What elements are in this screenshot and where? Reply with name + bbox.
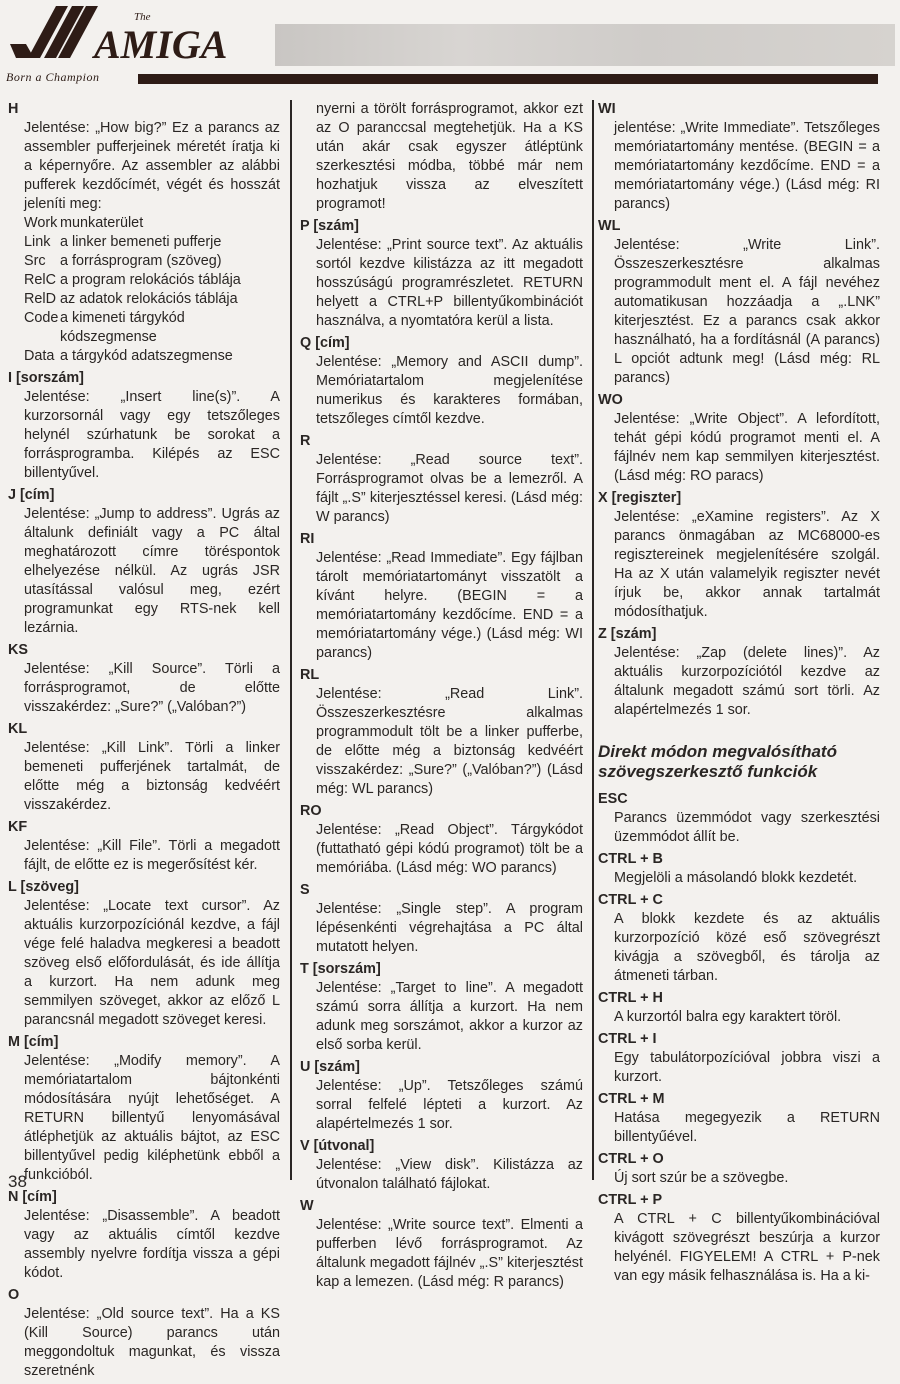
continuation-text bbox=[300, 100, 583, 214]
buffer-key: Link bbox=[24, 234, 51, 250]
command-entry bbox=[300, 1137, 583, 1194]
command-name: X [regiszter] bbox=[598, 490, 682, 506]
command-description: Jelentése: „Modify memory”. A memóriatartalom bájtonkénti módosítására nyújt lehetőséget. A RETURN billentyű lenyomásával átléphetjük az aktuális bájtot, az ESC billentyűvel pedig kiléphetünk ebből a funkcióból. bbox=[24, 1053, 280, 1183]
command-description: Jelentése: „Write Object”. A lefordított, tehát gépi kódú programot menti el. A fájlnév nem kap semmilyen kiterjesztést. (Lásd még: RO paracs) bbox=[614, 411, 880, 484]
tagline: Born a Champion bbox=[6, 70, 100, 84]
command-name: P [szám] bbox=[300, 218, 359, 234]
command-entry bbox=[300, 1197, 583, 1292]
command-name: Z [szám] bbox=[598, 626, 657, 642]
buffer-key: Data bbox=[24, 348, 55, 364]
header-banner bbox=[275, 24, 895, 66]
buffer-row bbox=[8, 214, 280, 233]
command-name: WL bbox=[598, 218, 621, 234]
command-entry bbox=[300, 530, 583, 663]
command-description: nyerni a törölt forrásprogramot, akkor ezt az O paranccsal megtehetjük. Ha a KS után akár csak egyszer átléptünk szerkesztési módba, többé már nem hozhatjuk vissza az elveszített programot! bbox=[316, 101, 583, 212]
command-name: WO bbox=[598, 392, 623, 408]
shortcut-entry bbox=[598, 1191, 880, 1286]
command-name: U [szám] bbox=[300, 1059, 360, 1075]
command-entry bbox=[8, 818, 280, 875]
command-name: R bbox=[300, 433, 311, 449]
shortcut-description: Egy tabulátorpozícióval jobbra viszi a kurzort. bbox=[614, 1050, 880, 1085]
buffer-value: a linker bemeneti pufferje bbox=[60, 234, 222, 250]
command-name: WI bbox=[598, 101, 616, 117]
command-description: Jelentése: „Kill File”. Törli a megadott fájlt, de előtte ez is megerősítést kér. bbox=[24, 838, 280, 873]
command-entry bbox=[8, 878, 280, 1030]
command-description: Jelentése: „Memory and ASCII dump”. Memóriatartalom megjelenítése numerikus és karakteres formában, tetszőleges címtől kezdve. bbox=[316, 354, 583, 427]
command-entry bbox=[8, 720, 280, 815]
column-divider bbox=[592, 100, 594, 1180]
buffer-row bbox=[8, 271, 280, 290]
command-description: Jelentése: „Disassemble”. A beadott vagy az aktuális címtől kezdve assembly nyelvre fordítja vissza a gépi kódot. bbox=[24, 1208, 280, 1281]
buffer-key: Code bbox=[24, 310, 59, 326]
shortcut-description: Hatása megegyezik a RETURN billentyűével. bbox=[614, 1110, 880, 1145]
column-1 bbox=[8, 100, 280, 1384]
svg-text:AMIGA: AMIGA bbox=[94, 22, 228, 66]
command-entry bbox=[598, 217, 880, 388]
command-name: V [útvonal] bbox=[300, 1138, 375, 1154]
command-name: I [sorszám] bbox=[8, 370, 84, 386]
header-rule bbox=[138, 74, 878, 84]
command-name: S bbox=[300, 882, 310, 898]
shortcut-description: Megjelöli a másolandó blokk kezdetét. bbox=[614, 870, 858, 886]
section-heading: Direkt módon megvalósítható szövegszerkesztő funkciók bbox=[598, 742, 837, 781]
buffer-list bbox=[8, 214, 280, 366]
masthead bbox=[0, 0, 900, 92]
command-description: Jelentése: „Target to line”. A megadott számú sorra állítja a kurzort. Ha nem adunk meg sorszámot, akkor a kurzor az első sorba kerül. bbox=[316, 980, 583, 1053]
command-entry bbox=[300, 432, 583, 527]
command-description: Jelentése: „Read Link”. Összeszerkesztésre alkalmas programmodult tölt be a linker pufferbe, de előtte még a biztonság kedvéért visszakérdez: „Sure?” („Valóban?”) (Lásd még: WL parancs) bbox=[316, 686, 583, 797]
command-entry bbox=[8, 1286, 280, 1381]
command-name: L [szöveg] bbox=[8, 879, 79, 895]
command-description: Jelentése: „Read Object”. Tárgykódot (futtatható gépi kódú programot) tölt be a memóriába. (Lásd még: WO parancs) bbox=[316, 822, 583, 876]
command-name: KL bbox=[8, 721, 28, 737]
buffer-value: a kimeneti tárgykód kódszegmense bbox=[60, 310, 185, 345]
buffer-value: a tárgykód adatszegmense bbox=[60, 348, 233, 364]
command-entry bbox=[300, 334, 583, 429]
shortcut-key: CTRL + I bbox=[598, 1031, 657, 1047]
command-description: Jelentése: „Insert line(s)”. A kurzorsornál vagy egy tetszőleges helynél szúrhatunk be sorokat a forrásprogramba. Kilépés az ESC billentyűvel. bbox=[24, 389, 280, 481]
column-3 bbox=[598, 100, 880, 1289]
command-description: Jelentése: „Read Immediate”. Egy fájlban tárolt memóriatartományt visszatölt a kívánt helyre. (BEGIN = a memóriatartomány kezdőcíme. END = a memóriatartomány vége.) (Lásd még: WI parancs) bbox=[316, 550, 583, 661]
command-entry bbox=[8, 486, 280, 638]
buffer-row bbox=[8, 252, 280, 271]
command-description: Jelentése: „How big?” Ez a parancs az assembler pufferjeinek méretét íratja ki a képernyőre. Az assembler az alábbi pufferek kezdőcímét, végét és hosszát jeleníti meg: bbox=[24, 120, 280, 212]
command-name: N [cím] bbox=[8, 1189, 57, 1205]
shortcut-key: CTRL + B bbox=[598, 851, 663, 867]
shortcut-entry bbox=[598, 1030, 880, 1087]
command-description: Jelentése: „Up”. Tetszőleges számú sorral felfelé lépteti a kurzort. Az alapértelmezés 1 sor. bbox=[316, 1078, 583, 1132]
command-name: W bbox=[300, 1198, 314, 1214]
column-2 bbox=[300, 100, 583, 1295]
command-name: T [sorszám] bbox=[300, 961, 381, 977]
shortcut-description: A CTRL + C billentyűkombinációval kivágott szövegrészt beszúrja a kurzor helyénél. FIGYELEM! A CTRL + P-nek van egy másik felhasználása is. Ha a ki- bbox=[614, 1211, 880, 1284]
command-entry bbox=[598, 391, 880, 486]
command-description: Jelentése: „eXamine registers”. Az X parancs önmagában az MC68000-es regisztereinek megjelenítésére szolgál. Ha az X után valamelyik regiszter nevét írjuk be, akkor annak tartalmát módosíthatjuk. bbox=[614, 509, 880, 620]
command-name: RO bbox=[300, 803, 322, 819]
buffer-key: Work bbox=[24, 215, 58, 231]
buffer-value: a program relokációs táblája bbox=[60, 272, 241, 288]
page-number: 38 bbox=[8, 1172, 27, 1191]
command-description: Jelentése: „Read source text”. Forrásprogramot olvas be a lemezről. A fájlt „.S” kiterjesztéssel keresi. (Lásd még: W parancs) bbox=[316, 452, 583, 525]
amiga-logo bbox=[6, 4, 276, 66]
command-entry bbox=[300, 802, 583, 878]
command-entry bbox=[598, 100, 880, 214]
command-description: Jelentése: „View disk”. Kilistázza az útvonalon található fájlokat. bbox=[316, 1157, 583, 1192]
command-entry bbox=[300, 881, 583, 957]
command-entry bbox=[300, 217, 583, 331]
command-description: Jelentése: „Write Link”. Összeszerkesztésre alkalmas programmodult ment el. A fájl nevéhez automatikusan hozzáadja a „.LNK” kiterjesztést. Ez a parancs csak akkor használható, ha a fordításnál (A parancs) L opciót adtunk meg! (Lásd még: RL parancs) bbox=[614, 237, 880, 386]
command-description: Jelentése: „Single step”. A program lépésenkénti végrehajtása a PC által mutatott helyen. bbox=[316, 901, 583, 955]
command-description: jelentése: „Write Immediate”. Tetszőleges memóriatartomány mentése. (BEGIN = a memóriatartomány kezdőcíme. END = a memóriatartomány vége.) (Lásd még: RI parancs) bbox=[614, 120, 880, 212]
command-description: Jelentése: „Print source text”. Az aktuális sortól kezdve kilistázza az itt megadott hosszúságú programrészletet. RETURN helyett a CTRL+P billentyűkombinációt használva, a nyomtatóra kerül a lista. bbox=[316, 237, 583, 329]
shortcut-description: Parancs üzemmódot vagy szerkesztési üzemmódot állít be. bbox=[614, 810, 880, 845]
buffer-value: az adatok relokációs táblája bbox=[60, 291, 238, 307]
buffer-row bbox=[8, 347, 280, 366]
command-entry bbox=[300, 960, 583, 1055]
buffer-key: RelD bbox=[24, 291, 56, 307]
command-entry bbox=[8, 1188, 280, 1283]
shortcut-key: CTRL + O bbox=[598, 1151, 664, 1167]
shortcut-key: CTRL + M bbox=[598, 1091, 665, 1107]
command-description: Jelentése: „Locate text cursor”. Az aktuális kurzorpozíciónál kezdve, a fájl vége felé haladva megkeresi a beadott szöveg első előfordulását, és ide állítja a kurzort. Ha nem adunk meg semmilyen szöveget, akkor az előző L parancsnál megadott szöveget keresi. bbox=[24, 898, 280, 1028]
amiga-logo-graphic bbox=[6, 4, 276, 66]
buffer-row bbox=[8, 309, 280, 347]
buffer-row bbox=[8, 290, 280, 309]
command-name: RL bbox=[300, 667, 320, 683]
buffer-value: a forrásprogram (szöveg) bbox=[60, 253, 222, 269]
shortcut-key: ESC bbox=[598, 791, 628, 807]
command-entry bbox=[300, 1058, 583, 1134]
command-description: Jelentése: „Kill Source”. Törli a forrásprogramot, de előtte visszakérdez: „Sure?” („Valóban?”) bbox=[24, 661, 280, 715]
command-description: Jelentése: „Zap (delete lines)”. Az aktuális kurzorpozíciótól kezdve az általunk megadott számú sort törli. Az alapértelmezés 1 sor. bbox=[614, 645, 880, 718]
column-divider bbox=[290, 100, 292, 1180]
command-description: Jelentése: „Kill Link”. Törli a linker bemeneti pufferjének tartalmát, de előtte még a biztonság kedvéért visszakérdez. bbox=[24, 740, 280, 813]
command-description: Jelentése: „Old source text”. Ha a KS (Kill Source) parancs után meggondoltuk magunkat, és vissza szeretnénk bbox=[24, 1306, 280, 1379]
command-entry bbox=[300, 666, 583, 799]
buffer-row bbox=[8, 233, 280, 252]
command-name: KF bbox=[8, 819, 28, 835]
buffer-key: Src bbox=[24, 253, 46, 269]
command-name: RI bbox=[300, 531, 315, 547]
shortcut-description: A blokk kezdete és az aktuális kurzorpozíció közé eső szövegrészt kivágja a szövegből, és tárolja az átmeneti tárban. bbox=[614, 911, 880, 984]
command-description: Jelentése: „Write source text”. Elmenti a pufferben lévő forrásprogramot. Az általunk megadott fájlnév „.S” kiterjesztést kap a lemezen. (Lásd még: R parancs) bbox=[316, 1217, 583, 1290]
shortcut-description: A kurzortól balra egy karaktert töröl. bbox=[614, 1009, 842, 1025]
command-name: H bbox=[8, 101, 19, 117]
shortcut-description: Új sort szúr be a szövegbe. bbox=[614, 1170, 789, 1186]
command-description: Jelentése: „Jump to address”. Ugrás az általunk definiált vagy a PC által meghatározott címre töréspontok elhelyezése nélkül. Az ugrás JSR utasítással valósul meg, ezért programunkat egy RTS-nek kell lezárnia. bbox=[24, 506, 280, 636]
command-name: O bbox=[8, 1287, 20, 1303]
svg-text:The: The bbox=[134, 11, 151, 23]
shortcut-key: CTRL + P bbox=[598, 1192, 663, 1208]
command-entry bbox=[8, 100, 280, 366]
shortcut-key: CTRL + H bbox=[598, 990, 663, 1006]
command-name: J [cím] bbox=[8, 487, 55, 503]
command-entry bbox=[598, 625, 880, 720]
shortcut-entry bbox=[598, 989, 880, 1027]
command-name: Q [cím] bbox=[300, 335, 350, 351]
command-entry bbox=[8, 1033, 280, 1185]
shortcut-entry bbox=[598, 1150, 880, 1188]
command-name: M [cím] bbox=[8, 1034, 59, 1050]
buffer-value: munkaterület bbox=[60, 215, 144, 231]
shortcut-entry bbox=[598, 790, 880, 847]
shortcut-key: CTRL + C bbox=[598, 892, 663, 908]
buffer-key: RelC bbox=[24, 272, 56, 288]
command-entry bbox=[8, 369, 280, 483]
command-entry bbox=[8, 641, 280, 717]
shortcut-entry bbox=[598, 891, 880, 986]
command-name: KS bbox=[8, 642, 28, 658]
shortcut-entry bbox=[598, 1090, 880, 1147]
command-entry bbox=[598, 489, 880, 622]
shortcut-entry bbox=[598, 850, 880, 888]
